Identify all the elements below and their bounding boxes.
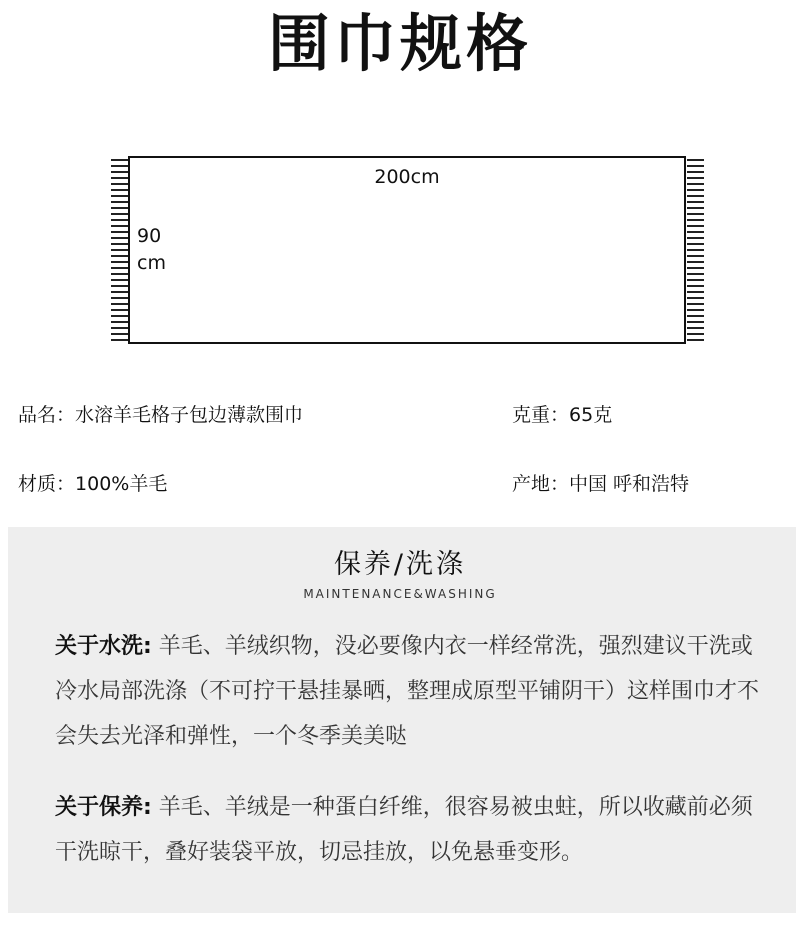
care-text: 羊毛、羊绒是一种蛋白纤维，很容易被虫蛀，所以收藏前必须干洗晾干，叠好装袋平放，切忌挂放，以免悬垂变形。 bbox=[55, 795, 753, 865]
spec-material-label: 材质： bbox=[18, 473, 76, 495]
spec-weight-label: 克重： bbox=[512, 404, 570, 426]
spec-origin bbox=[512, 469, 689, 496]
spec-weight-value: 65克 bbox=[569, 404, 613, 426]
scarf-height-unit: cm bbox=[137, 252, 166, 274]
scarf-right-fringe bbox=[687, 159, 704, 343]
spec-weight bbox=[512, 400, 612, 427]
spec-product-name-label: 品名： bbox=[18, 404, 76, 426]
wash-paragraph bbox=[55, 624, 760, 759]
care-title: 保养/洗涤 bbox=[333, 549, 467, 580]
wash-text: 羊毛、羊绒织物，没必要像内衣一样经常洗，强烈建议干洗或冷水局部洗涤（不可拧干悬挂暴晒，整理成原型平铺阴干）这样围巾才不会失去光泽和弹性，一个冬季美美哒 bbox=[55, 634, 760, 749]
scarf-width-label: 200cm bbox=[374, 166, 440, 188]
spec-material bbox=[18, 469, 167, 496]
page-title: 围巾规格 bbox=[267, 7, 532, 80]
spec-material-value: 100%羊毛 bbox=[75, 473, 168, 495]
care-lead: 关于保养: bbox=[55, 795, 152, 820]
spec-origin-value: 中国 呼和浩特 bbox=[569, 473, 690, 495]
scarf-height-value: 90 bbox=[137, 225, 162, 247]
scarf-left-fringe bbox=[111, 159, 128, 343]
spec-origin-label: 产地： bbox=[512, 473, 570, 495]
wash-lead: 关于水洗: bbox=[55, 634, 152, 659]
spec-product-name bbox=[18, 400, 303, 427]
scarf-height-label bbox=[137, 223, 166, 277]
care-paragraph bbox=[55, 785, 760, 875]
care-subtitle: MAINTENANCE&WASHING bbox=[303, 587, 497, 601]
spec-product-name-value: 水溶羊毛格子包边薄款围巾 bbox=[75, 404, 304, 426]
